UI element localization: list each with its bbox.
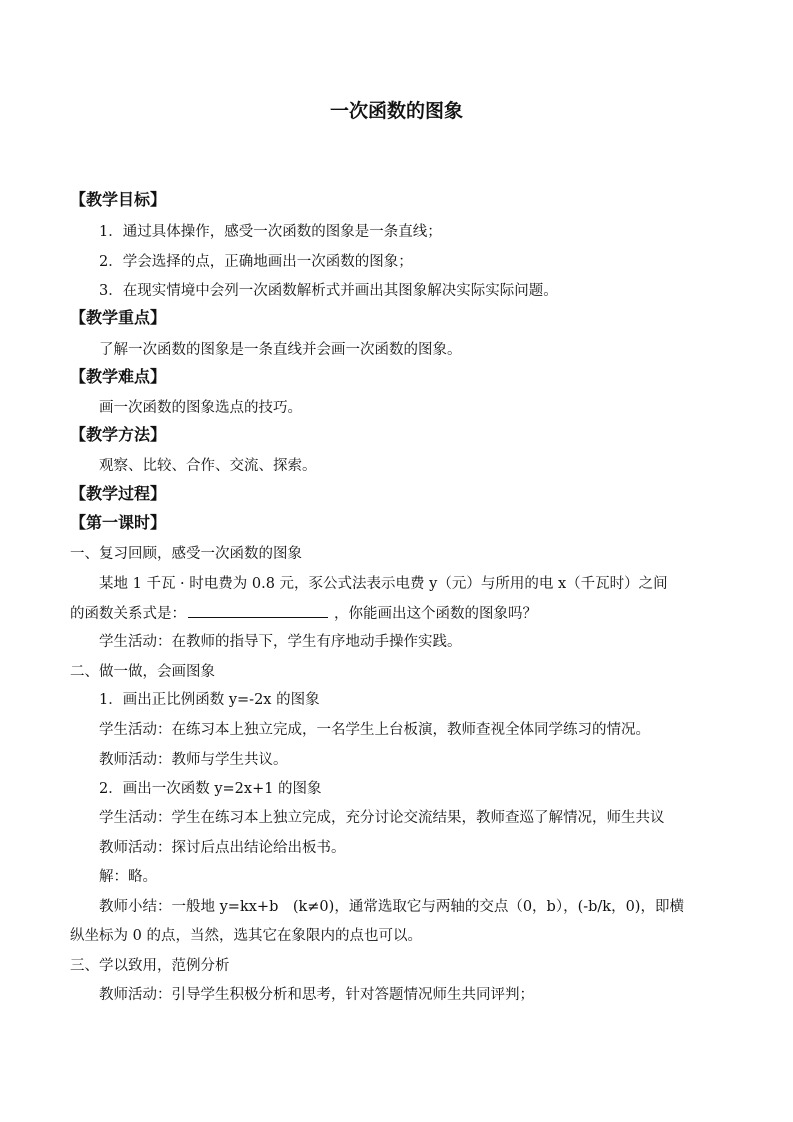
part2-item1-student: 学生活动：在练习本上独立完成，一名学生上台板演，教师查视全体同学练习的情况。: [99, 722, 650, 738]
part1-paragraph-line2-a: 的函数关系式是：: [70, 606, 186, 622]
part2-summary-line2: 纵坐标为 0 的点，当然，选其它在象限内的点也可以。: [70, 928, 422, 944]
section-heading-process: 【教学过程】: [70, 484, 167, 503]
part1-title: 一、复习回顾，感受一次函数的图象: [70, 546, 302, 562]
methods-text: 观察、比较、合作、交流、探索。: [99, 458, 317, 474]
goal-item: 2．学会选择的点，正确地画出一次函数的图象；: [99, 254, 413, 270]
goal-item: 1．通过具体操作，感受一次函数的图象是一条直线；: [99, 224, 442, 240]
document-title: 一次函数的图象: [329, 100, 463, 122]
section-heading-difficulty: 【教学难点】: [70, 367, 167, 386]
answer-blank: [188, 603, 328, 618]
part2-title: 二、做一做，会画图象: [70, 664, 215, 680]
section-heading-goals: 【教学目标】: [70, 190, 167, 209]
part3-title: 三、学以致用，范例分析: [70, 958, 230, 974]
part1-paragraph-line2-b: ，你能画出这个函数的图象吗？: [334, 606, 537, 622]
part2-item1: 1．画出正比例函数 y=-2x 的图象: [99, 692, 320, 708]
part2-item1-teacher: 教师活动：教师与学生共议。: [99, 752, 288, 768]
section-heading-lesson1: 【第一课时】: [70, 513, 167, 532]
difficulty-text: 画一次函数的图象选点的技巧。: [99, 400, 302, 416]
part1-paragraph-line2: [70, 603, 537, 624]
section-heading-keypoints: 【教学重点】: [70, 308, 167, 327]
part2-answer: 解：略。: [99, 869, 157, 885]
goal-item: 3．在现实情境中会列一次函数解析式并画出其图象解决实际实际问题。: [99, 283, 558, 299]
part3-teacher-activity: 教师活动：引导学生积极分析和思考，针对答题情况师生共同评判；: [99, 987, 534, 1003]
part1-paragraph-line1: 某地 1 千瓦 · 时电费为 0.8 元，豕公式法表示电费 y（元）与所用的电 x（千瓦时）之间: [99, 576, 668, 592]
section-heading-methods: 【教学方法】: [70, 425, 167, 444]
part2-item2-student: 学生活动：学生在练习本上独立完成，充分讨论交流结果，教师查巡了解情况，师生共议: [99, 810, 665, 826]
part2-summary-line1: 教师小结：一般地 y=kx+b (k≠0)，通常选取它与两轴的交点（0，b），(-b/k，0)，即横: [99, 899, 684, 915]
part2-item2: 2．画出一次函数 y=2x+1 的图象: [99, 781, 322, 797]
part2-item2-teacher: 教师活动：探讨后点出结论给出板书。: [99, 840, 346, 856]
part1-student-activity: 学生活动：在教师的指导下，学生有序地动手操作实践。: [99, 634, 462, 650]
keypoints-text: 了解一次函数的图象是一条直线并会画一次函数的图象。: [99, 342, 462, 358]
